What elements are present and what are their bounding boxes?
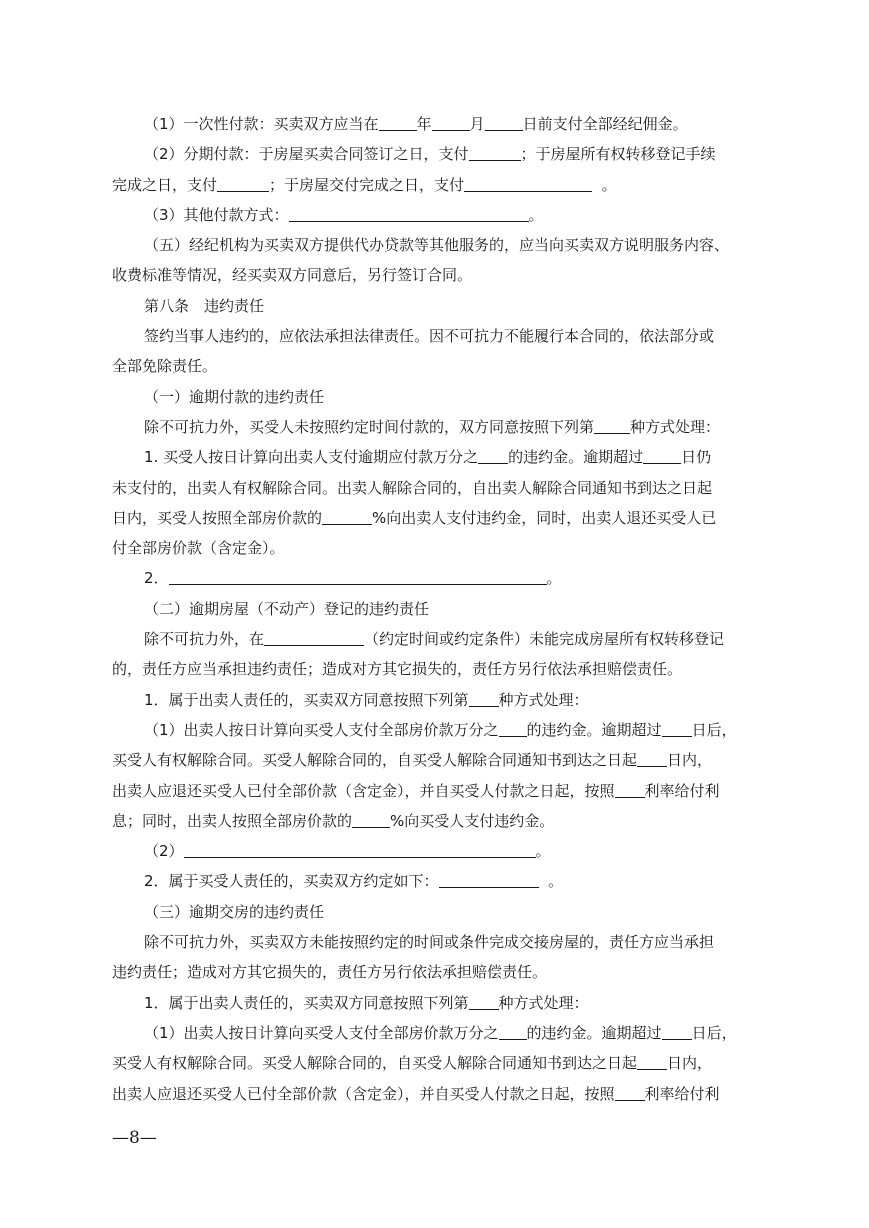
blank-days: [637, 751, 667, 767]
page-number: —8—: [112, 1128, 157, 1148]
paragraph-lump-sum-payment: （1）一次性付款：买卖双方应当在 年 月 日前支付全部经纪佣金。: [144, 115, 688, 133]
blank-percent: [322, 509, 372, 525]
subheading-late-payment: （一）逾期付款的违约责任: [144, 387, 325, 406]
blank-amount: [464, 176, 592, 192]
paragraph-line: 的，责任方应当承担违约责任；造成对方其它损失的，责任方另行依法承担赔偿责任。: [112, 660, 683, 679]
blank-option: [469, 994, 499, 1010]
blank-day: [485, 115, 523, 131]
paragraph-line: 日内，买受人按照全部房价款的 %向出卖人支付违约金，同时，出卖人退还买受人已: [112, 508, 717, 527]
paragraph-line: 息；同时，出卖人按照全部房价款的 %向买受人支付违约金。: [112, 811, 555, 830]
blank-percent: [352, 812, 390, 828]
paragraph-late-delivery: 除不可抗力外，买卖双方未能按照约定的时间或条件完成交接房屋的，责任方应当承担: [144, 933, 715, 952]
paragraph-installment-payment: （2）分期付款：于房屋买卖合同签订之日，支付 ；于房屋所有权转移登记手续: [144, 145, 716, 164]
blank-other-method: [289, 206, 529, 222]
paragraph-delivery-seller-option-1: （1）出卖人按日计算向买受人支付全部房价款万分之 的违约金。逾期超过 日后，: [144, 1023, 737, 1042]
paragraph-delivery-seller-liability: 1．属于出卖人责任的，买卖双方同意按照下列第 种方式处理：: [144, 993, 589, 1012]
blank-agreed-time: [264, 630, 364, 646]
paragraph-line: 全部免除责任。: [112, 357, 218, 376]
blank-interest-rate: [615, 1085, 645, 1101]
paragraph-line: 出卖人应退还买受人已付全部价款（含定金），并自买受人付款之日起，按照 利率给付利: [112, 781, 720, 800]
blank-amount: [469, 145, 521, 161]
blank-option: [594, 418, 630, 434]
blank-option-2: [184, 842, 536, 858]
paragraph-late-payment-option-1: 1. 买受人按日计算向出卖人支付逾期应付款万分之 的违约金。逾期超过 日仍: [144, 448, 712, 467]
blank-days: [662, 1024, 692, 1040]
paragraph-late-payment-option-2: 2． 。: [144, 569, 562, 588]
paragraph-late-registration: 除不可抗力外，在 （约定时间或约定条件）未能完成房屋所有权转移登记: [144, 630, 725, 649]
blank-buyer-terms: [439, 872, 539, 888]
blank-rate: [499, 721, 527, 737]
paragraph-line: 出卖人应退还买受人已付全部价款（含定金），并自买受人付款之日起，按照 利率给付利: [112, 1084, 720, 1103]
paragraph-other-services: （五）经纪机构为买卖双方提供代办贷款等其他服务的，应当向买卖双方说明服务内容、: [144, 236, 730, 255]
blank-rate: [478, 448, 508, 464]
blank-days: [637, 1054, 667, 1070]
blank-interest-rate: [615, 782, 645, 798]
blank-days: [662, 721, 692, 737]
subheading-late-delivery: （三）逾期交房的违约责任: [144, 902, 325, 921]
section-heading-article-8: 第八条 违约责任: [144, 296, 265, 315]
paragraph-line: 买受人有权解除合同。买受人解除合同的，自买受人解除合同通知书到达之日起 日内，: [112, 751, 713, 770]
blank-rate: [499, 1024, 527, 1040]
blank-month: [432, 115, 470, 131]
paragraph-other-payment: （3）其他付款方式： 。: [144, 205, 544, 224]
paragraph-seller-option-2: （2） 。: [144, 842, 551, 861]
blank-days: [643, 448, 681, 464]
paragraph-late-payment: 除不可抗力外，买受人未按照约定时间付款的，双方同意按照下列第 种方式处理：: [144, 417, 721, 436]
paragraph-line: 违约责任；造成对方其它损失的，责任方另行依法承担赔偿责任。: [112, 963, 548, 982]
paragraph-line: 完成之日，支付 ；于房屋交付完成之日，支付 。: [112, 175, 617, 194]
blank-option: [469, 691, 499, 707]
paragraph-line: 收费标准等情况，经买卖双方同意后，另行签订合同。: [112, 266, 473, 285]
contract-body: [112, 109, 760, 1109]
paragraph-liability: 签约当事人违约的，应依法承担法律责任。因不可抗力不能履行本合同的，依法部分或: [144, 327, 715, 346]
blank-year: [379, 115, 417, 131]
paragraph-seller-liability: 1．属于出卖人责任的，买卖双方同意按照下列第 种方式处理：: [144, 690, 589, 709]
paragraph-seller-option-1: （1）出卖人按日计算向买受人支付全部房价款万分之 的违约金。逾期超过 日后，: [144, 720, 737, 739]
subheading-late-registration: （二）逾期房屋（不动产）登记的违约责任: [144, 599, 430, 618]
blank-amount: [217, 176, 269, 192]
paragraph-buyer-liability: 2．属于买受人责任的，买卖双方约定如下： 。: [144, 872, 564, 891]
paragraph-line: 付全部房价款（含定金）。: [112, 539, 285, 558]
paragraph-line: 未支付的，出卖人有权解除合同。出卖人解除合同的，自出卖人解除合同通知书到达之日起: [112, 478, 713, 497]
blank-option-2: [169, 569, 547, 585]
paragraph-line: 买受人有权解除合同。买受人解除合同的，自买受人解除合同通知书到达之日起 日内，: [112, 1054, 713, 1073]
